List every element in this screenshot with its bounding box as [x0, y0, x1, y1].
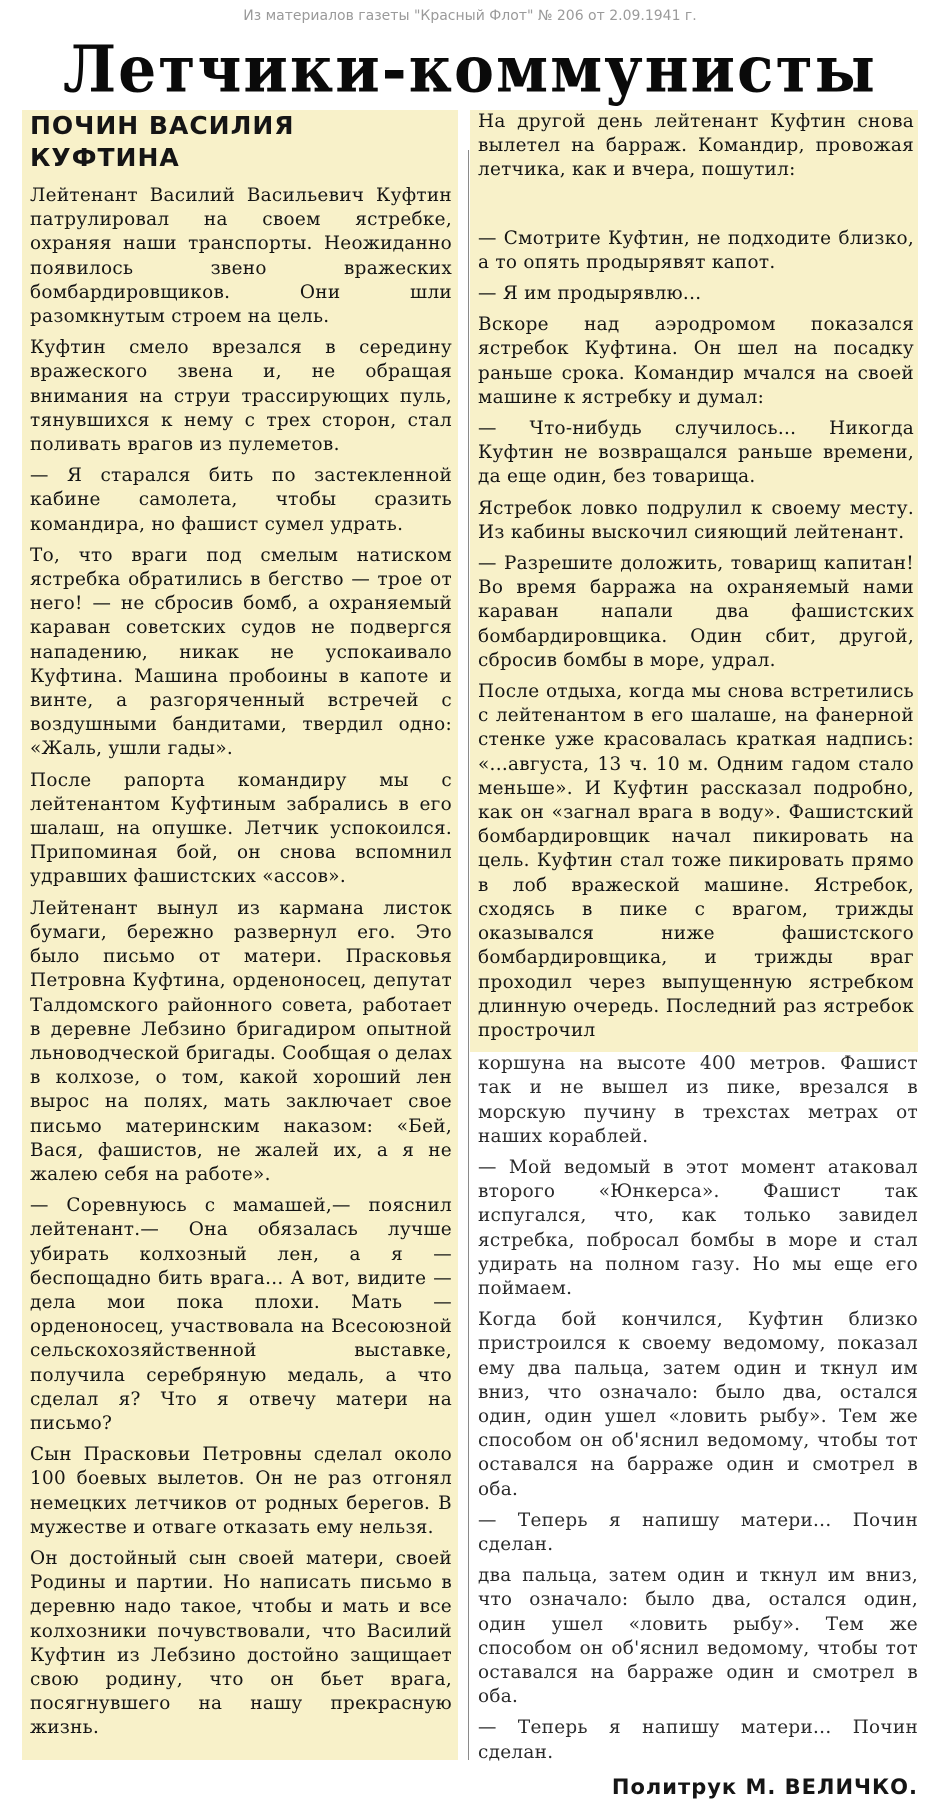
- left-column: [22, 110, 458, 1760]
- paragraph: — Теперь я напишу матери... Почин сделан.: [478, 1509, 918, 1555]
- paragraph: — Смотрите Куфтин, не подходите близко, а то опять продырявят капот.: [478, 227, 914, 273]
- author-signature: Политрук М. ВЕЛИЧКО.: [611, 1774, 918, 1799]
- page-title: Летчики-коммунисты: [63, 32, 877, 108]
- paragraph: Вскоре над аэродромом показался ястребок Куфтина. Он шел на посадку раньше срока. Командир мчался на своей машине к ястребку и думал:: [478, 314, 914, 408]
- paragraph: После отдыха, когда мы снова встретились с лейтенантом в его шалаше, на фанерной стенке уже красовалась краткая надпись: «...августа, 13 ч. 10 м. Одним гадом стало меньше». И Куфтин рассказал подробно, как он «загнал врага в воду». Фашистский бомбардировщик начал пикировать на цель. Куфтин стал тоже пикировать прямо в лоб вражеской машине. Ястребок, сходясь в пике с врагом, трижды оказывался ниже фашистского бомбардировщика, и трижды враг проходил через выпущенную ястребком длинную очередь. Последний раз ястребок прострочил: [478, 681, 914, 1041]
- article-subheading: ПОЧИН ВАСИЛИЯ КУФТИНА: [30, 111, 295, 172]
- paragraph: — Я старался бить по застекленной кабине самолета, чтобы сразить командира, но фашист сумел удрать.: [30, 465, 452, 535]
- highlighted-clipping: [470, 110, 918, 1052]
- paragraph: — Соревнуюсь с мамашей,— пояснил лейтенант.— Она обязалась лучше убирать колхозный лен, а я — беспощадно бить врага... А вот, видите — дела мои пока плохи. Мать — орденоносец, участвовала на Всесоюзной сельскохозяйственной выставке, получила серебряную медаль, а что сделал я? Что я отвечу матери на письмо?: [30, 1195, 452, 1434]
- paragraph: То, что враги под смелым натиском ястребка обратились в бегство — трое от него! — не сбросив бомб, а охраняемый караван советских судов не подвергся нападению, никак не успокаивало Куфтина. Машина пробоины в капоте и винте, а разгоряченный встречей с воздушными бандитами, твердил одно: «Жаль, ушли гады».: [30, 544, 452, 760]
- paragraph: — Я им продырявлю...: [478, 283, 702, 305]
- paragraph: — Что-нибудь случилось... Никогда Куфтин не возвращался раньше времени, да еще один, без товарища.: [478, 418, 914, 488]
- right-column: [478, 110, 918, 1799]
- paragraph: Ястребок ловко подрулил к своему месту. Из кабины выскочил сияющий лейтенант.: [478, 497, 914, 543]
- paragraph: На другой день лейтенант Куфтин снова вылетел на барраж. Командир, провожая летчика, как и вчера, пошутил:: [478, 111, 914, 181]
- paragraph: Когда бой кончился, Куфтин близко пристроился к своему ведомому, показал ему два пальца, затем один и ткнул им вниз, что означало: было два, остался один, один ушел «ловить рыбу». Тем же способом он об'яснил ведомому, чтобы тот оставался на барраже один и смотрел в оба.: [478, 1309, 918, 1500]
- paragraph: два пальца, затем один и ткнул им вниз, что означало: было два, остался один, один ушел «ловить рыбу». Тем же способом он об'яснил ведомому, чтобы тот оставался на барраже один и смотрел в оба.: [478, 1565, 918, 1708]
- paragraph: — Разрешите доложить, товарищ капитан! Во время барража на охраняемый нами караван напали два фашистских бомбардировщика. Один сбит, другой, сбросив бомбы в море, удрал.: [478, 553, 914, 671]
- paragraph: Лейтенант вынул из кармана листок бумаги, бережно развернул его. Это было письмо от матери. Прасковья Петровна Куфтина, орденоносец, депутат Талдомского районного совета, работает в деревне Лебзино бригадиром опытной льноводческой бригады. Сообщая о делах в колхозе, о том, какой хороший лен вырос на полях, мать заключает свое письмо материнским наказом: «Бей, Вася, фашистов, не жалей их, а я не жалею себя на работе».: [30, 897, 452, 1185]
- source-note: Из материалов газеты "Красный Флот" № 206 от 2.09.1941 г.: [243, 8, 697, 24]
- paragraph: Лейтенант Василий Васильевич Куфтин патрулировал на своем ястребке, охраняя наши транспорты. Неожиданно появилось звено вражеских бомбардировщиков. Они шли разомкнутым строем на цель.: [30, 185, 452, 328]
- paragraph: коршуна на высоте 400 метров. Фашист так и не вышел из пике, врезался в морскую пучину в трехстах метрах от наших кораблей.: [478, 1053, 918, 1147]
- paragraph: Сын Прасковьи Петровны сделал около 100 боевых вылетов. Он не раз отгонял немецких летчиков от родных берегов. В мужестве и отваге отказать ему нельзя.: [30, 1444, 452, 1538]
- plain-clipping: [478, 1052, 918, 1765]
- paragraph: Он достойный сын своей матери, своей Родины и партии. Но написать письмо в деревню надо такое, чтобы и мать и все колхозники почувствовали, что Василий Куфтин из Лебзино достойно защищает свою родину, что он бьет врага, посягнувшего на нашу прекрасную жизнь.: [30, 1547, 452, 1739]
- paragraph: — Теперь я напишу матери... Почин сделан.: [478, 1717, 918, 1763]
- paragraph: После рапорта командиру мы с лейтенантом Куфтиным забрались в его шалаш, на опушке. Летчик успокоился. Припоминая бой, он снова вспомнил удравших фашистских «ассов».: [30, 769, 452, 888]
- paragraph: — Мой ведомый в этот момент атаковал второго «Юнкерса». Фашист так испугался, что, как только завидел ястребка, побросал бомбы в море и стал удирать на полном газу. Но мы еще его поймаем.: [478, 1156, 918, 1299]
- paragraph: Куфтин смело врезался в середину вражеского звена и, не обращая внимания на струи трассирующих пуль, тянувшихся к нему с трех сторон, стал поливать врагов из пулеметов.: [30, 337, 452, 456]
- column-divider: [468, 150, 469, 1760]
